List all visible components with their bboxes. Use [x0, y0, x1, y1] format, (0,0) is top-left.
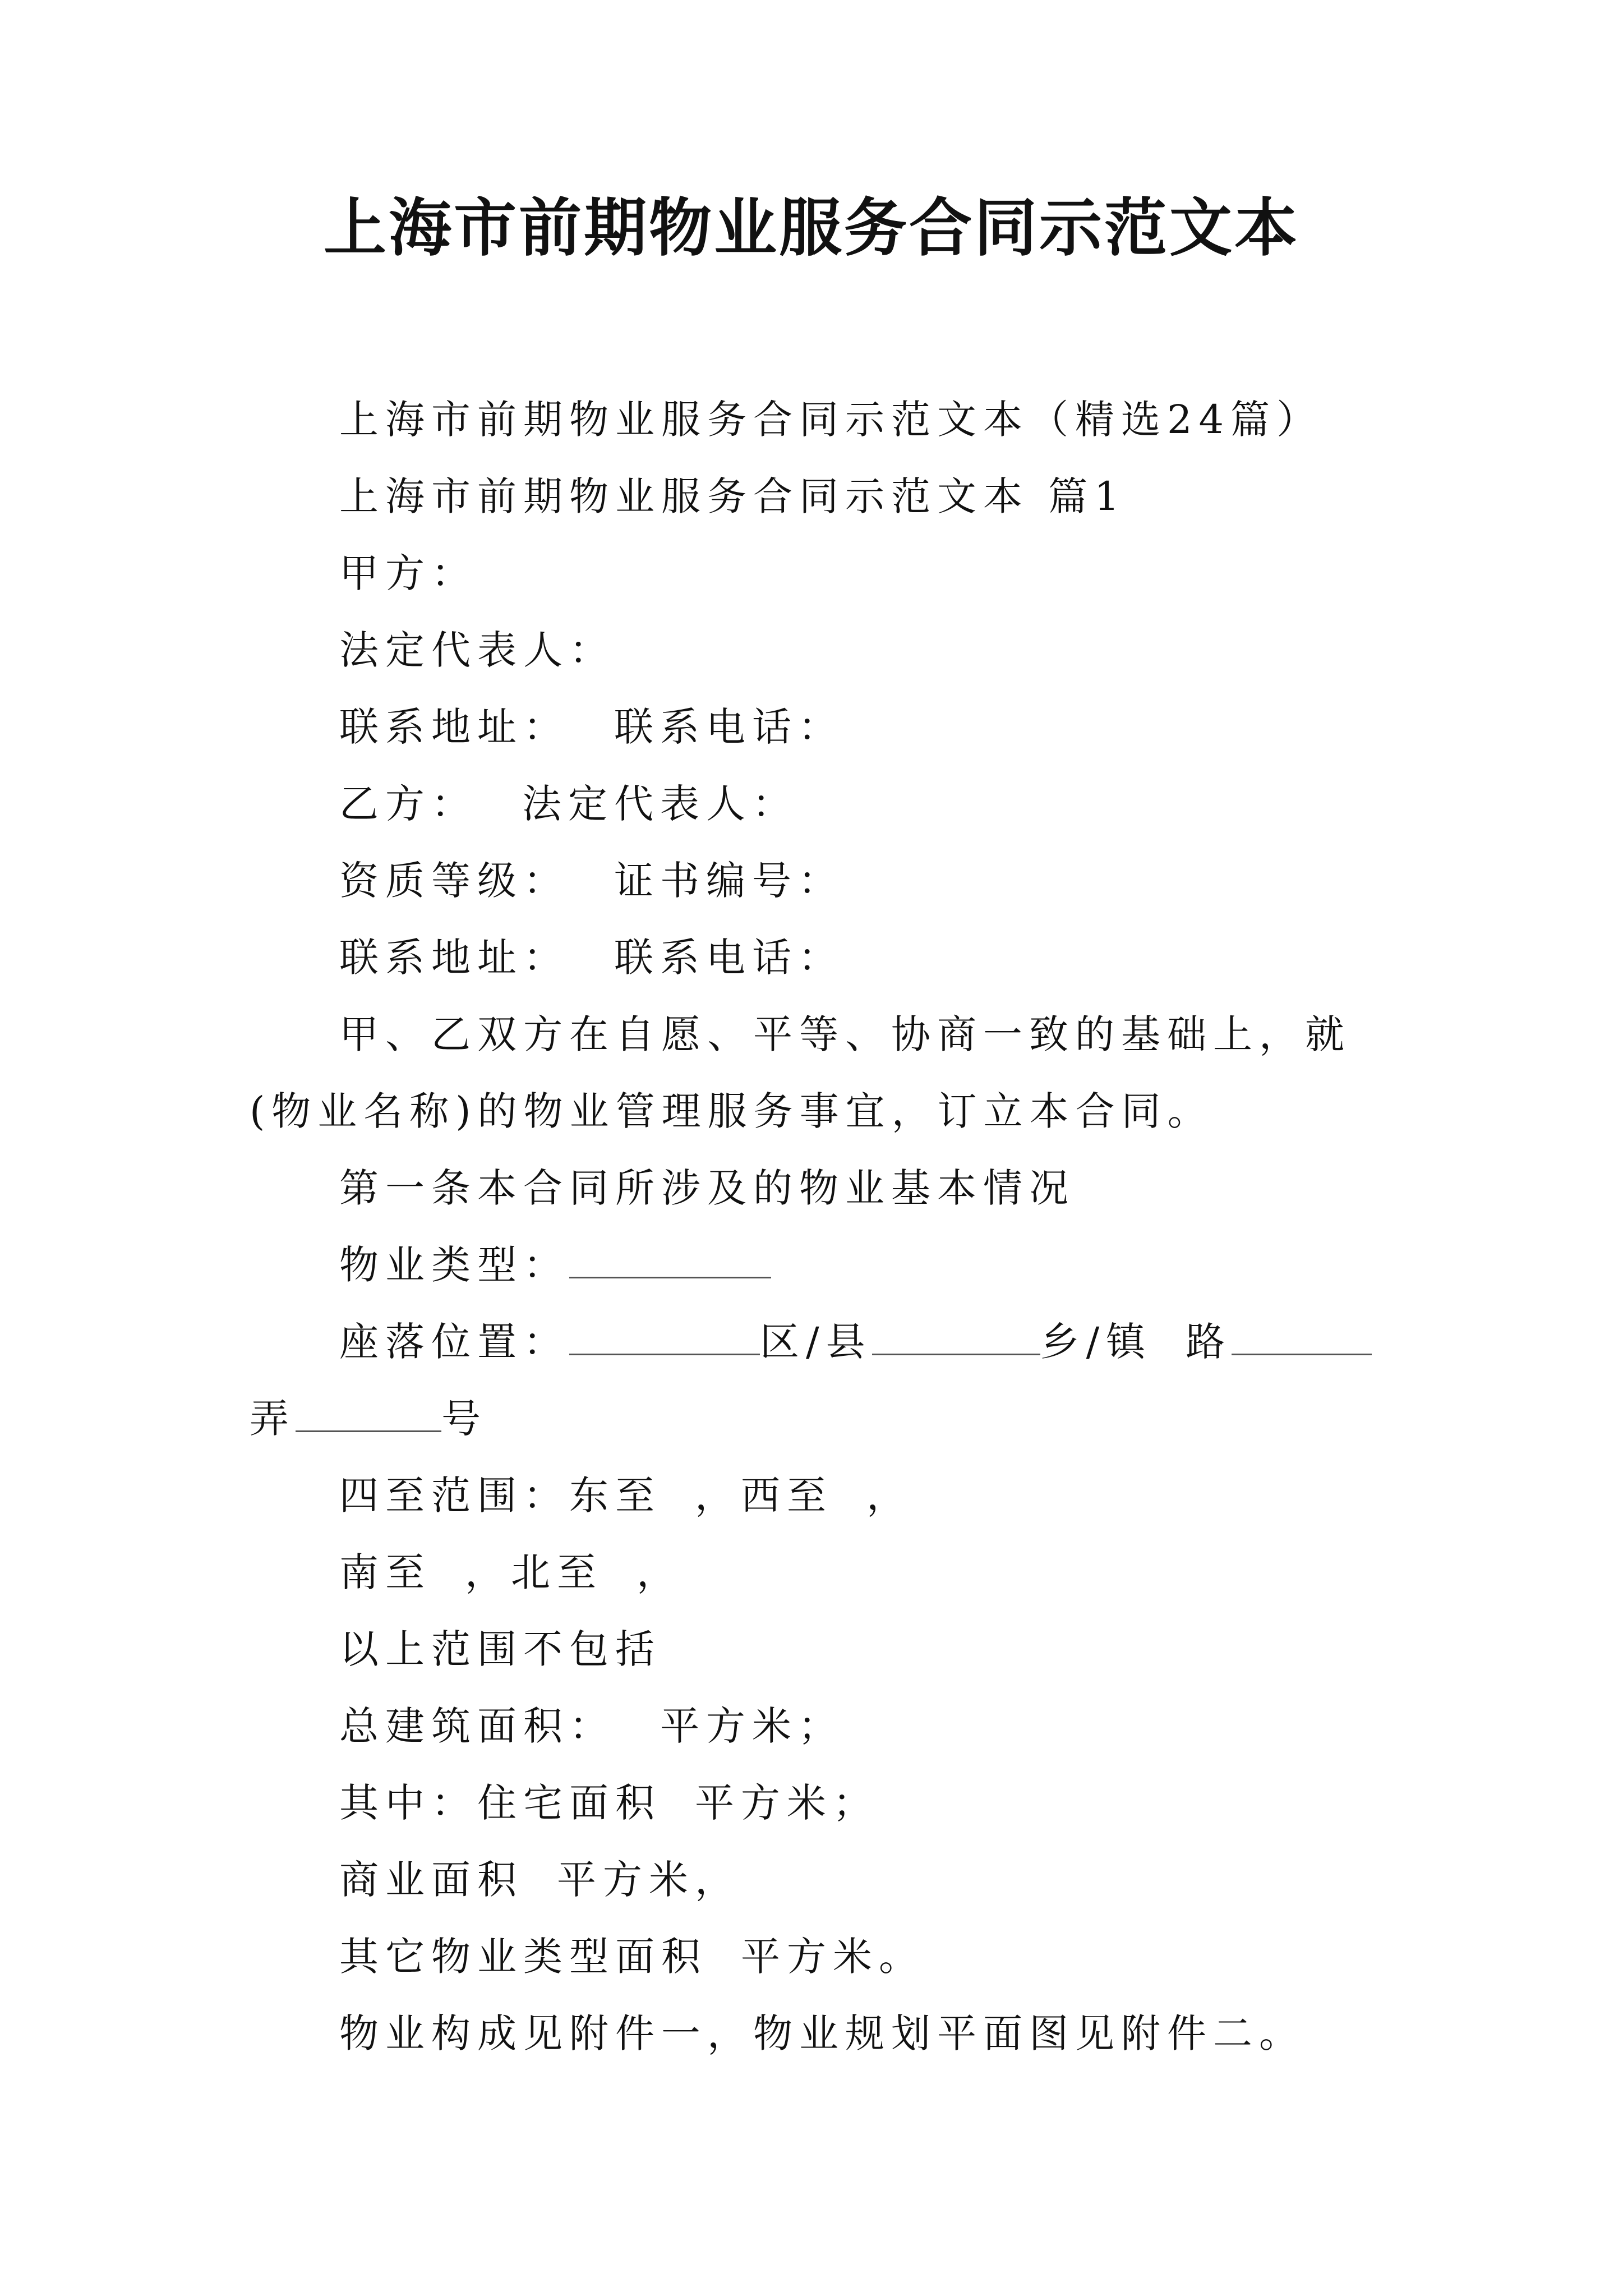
qualification-line	[250, 843, 1388, 919]
property-type-label: 物业类型：	[339, 1242, 569, 1288]
town-blank	[872, 1320, 1040, 1355]
intro-text-1: 甲、乙双方在自愿、平等、协商一致的基础上，就	[339, 1011, 1351, 1057]
phone-b-label: 联系电话：	[614, 935, 844, 981]
excluded-line: 以上范围不包括	[339, 1626, 661, 1672]
contact-b-line	[250, 919, 1388, 996]
party-a-line: 甲方：	[339, 550, 477, 596]
boundary-line-2	[250, 1534, 1388, 1611]
town-label: 乡/镇	[1040, 1319, 1152, 1365]
attachments-line: 物业构成见附件一，物业规划平面图见附件二。	[339, 2010, 1305, 2056]
total-area-line	[250, 1688, 1388, 1765]
address-a-label: 联系地址：	[339, 704, 569, 750]
other-area-line	[250, 1918, 1388, 1995]
boundary-line-1	[250, 1457, 1388, 1534]
east-label: 四至范围：东至	[339, 1473, 661, 1519]
residential-area-unit: 平方米；	[695, 1780, 879, 1826]
total-area-unit: 平方米；	[660, 1703, 844, 1749]
article-1-heading: 第一条本合同所涉及的物业基本情况	[339, 1165, 1075, 1211]
intro-text-2: (物业名称)的物业管理服务事宜，订立本合同。	[250, 1088, 1214, 1134]
district-blank	[569, 1320, 760, 1355]
subtitle-line: 上海市前期物业服务合同示范文本（精选24篇）	[339, 397, 1323, 443]
south-label: 南至	[339, 1549, 431, 1595]
address-b-label: 联系地址：	[339, 935, 569, 981]
district-label: 区/县	[760, 1319, 872, 1365]
party-b-label: 乙方：	[339, 781, 477, 827]
document-body	[250, 381, 1388, 2072]
commercial-area-label: 商业面积	[339, 1857, 523, 1903]
qualification-label: 资质等级：	[339, 858, 569, 904]
location-paragraph	[250, 1304, 1388, 1457]
intro-paragraph	[250, 996, 1388, 1150]
boundary-comma: ，	[866, 1473, 912, 1519]
west-label: ，西至	[695, 1473, 833, 1519]
number-label: 号	[441, 1396, 487, 1442]
document-title: 上海市前期物业服务合同示范文本	[324, 191, 1299, 265]
other-area-label: 其它物业类型面积	[339, 1934, 707, 1980]
lane-blank	[296, 1397, 441, 1432]
other-area-unit: 平方米。	[741, 1934, 925, 1980]
legal-rep-b-label: 法定代表人：	[522, 781, 798, 827]
commercial-area-unit: 平方米，	[557, 1857, 741, 1903]
lane-label: 弄	[250, 1396, 296, 1442]
road-label: 路	[1186, 1319, 1232, 1365]
total-area-label: 总建筑面积：	[339, 1703, 615, 1749]
party-b-line	[250, 766, 1388, 843]
residential-area-line	[250, 1765, 1388, 1842]
property-type-line	[250, 1227, 1388, 1304]
phone-a-label: 联系电话：	[614, 704, 844, 750]
boundary-comma-2: ，	[637, 1549, 683, 1595]
location-label: 座落位置：	[339, 1319, 569, 1365]
section-heading: 上海市前期物业服务合同示范文本 篇1	[339, 473, 1126, 519]
commercial-area-line	[250, 1842, 1388, 1918]
north-label: ，北至	[465, 1549, 603, 1595]
residential-area-label: 其中：住宅面积	[339, 1780, 661, 1826]
property-type-blank	[569, 1243, 771, 1278]
contact-a-line	[250, 689, 1388, 766]
road-blank	[1232, 1320, 1372, 1355]
certificate-label: 证书编号：	[614, 858, 844, 904]
legal-rep-a-line: 法定代表人：	[339, 627, 615, 673]
